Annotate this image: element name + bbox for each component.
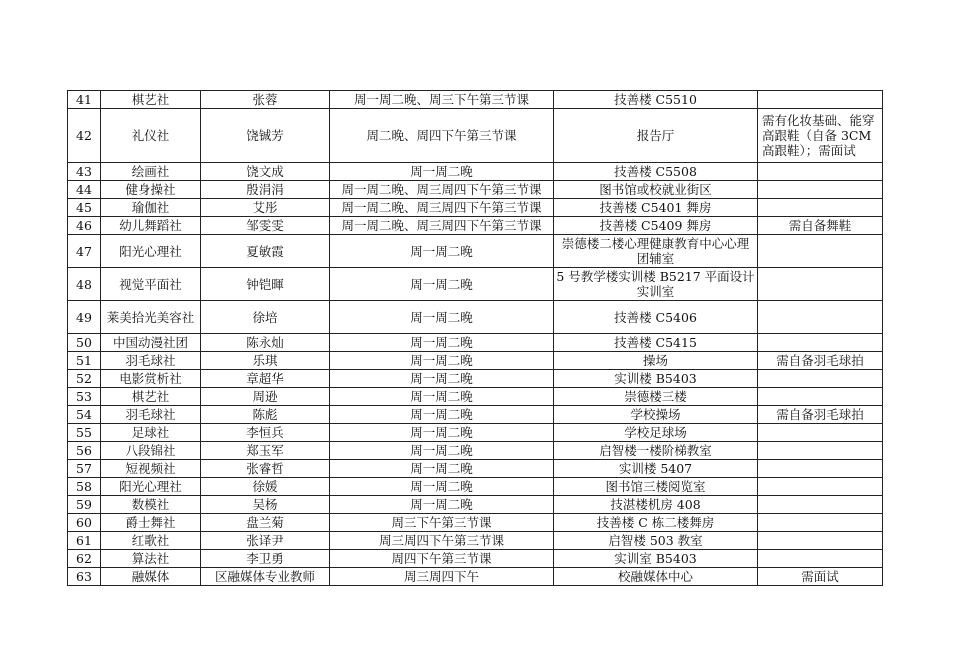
remarks xyxy=(758,163,883,181)
activity-place: 学校足球场 xyxy=(554,424,758,442)
club-name: 棋艺社 xyxy=(101,388,201,406)
activity-time: 周三周四下午第三节课 xyxy=(330,532,554,550)
activity-place: 5 号教学楼实训楼 B5217 平面设计实训室 xyxy=(554,268,758,301)
row-number: 43 xyxy=(68,163,101,181)
table-row xyxy=(68,478,883,496)
activity-time: 周一周二晚 xyxy=(330,460,554,478)
remarks: 需有化妆基础、能穿高跟鞋（自备 3CM 高跟鞋）；需面试 xyxy=(758,109,883,163)
table-row xyxy=(68,424,883,442)
remarks xyxy=(758,388,883,406)
table-row xyxy=(68,406,883,424)
row-number: 56 xyxy=(68,442,101,460)
row-number: 53 xyxy=(68,388,101,406)
club-name: 融媒体 xyxy=(101,568,201,586)
activity-time: 周三周四下午 xyxy=(330,568,554,586)
activity-time: 周一周二晚 xyxy=(330,496,554,514)
activity-place: 报告厅 xyxy=(554,109,758,163)
remarks: 需自备羽毛球拍 xyxy=(758,406,883,424)
table-row xyxy=(68,370,883,388)
teacher-name: 李恒兵 xyxy=(201,424,330,442)
remarks xyxy=(758,199,883,217)
club-name: 礼仪社 xyxy=(101,109,201,163)
activity-place: 学校操场 xyxy=(554,406,758,424)
row-number: 52 xyxy=(68,370,101,388)
teacher-name: 吴杨 xyxy=(201,496,330,514)
teacher-name: 李卫勇 xyxy=(201,550,330,568)
teacher-name: 殷涓涓 xyxy=(201,181,330,199)
activity-time: 周一周二晚 xyxy=(330,406,554,424)
club-name: 羽毛球社 xyxy=(101,352,201,370)
table-row xyxy=(68,514,883,532)
activity-place: 技善楼 C5406 xyxy=(554,301,758,334)
club-name: 中国动漫社团 xyxy=(101,334,201,352)
activity-time: 周一周二晚 xyxy=(330,163,554,181)
remarks xyxy=(758,550,883,568)
table-row xyxy=(68,550,883,568)
table-row xyxy=(68,217,883,235)
row-number: 49 xyxy=(68,301,101,334)
table-row xyxy=(68,352,883,370)
teacher-name: 陈永灿 xyxy=(201,334,330,352)
teacher-name: 饶文成 xyxy=(201,163,330,181)
row-number: 50 xyxy=(68,334,101,352)
teacher-name: 乐琪 xyxy=(201,352,330,370)
club-name: 绘画社 xyxy=(101,163,201,181)
teacher-name: 夏敏霞 xyxy=(201,235,330,268)
club-name: 数模社 xyxy=(101,496,201,514)
club-name: 算法社 xyxy=(101,550,201,568)
remarks xyxy=(758,514,883,532)
teacher-name: 饶铖芳 xyxy=(201,109,330,163)
remarks: 需自备舞鞋 xyxy=(758,217,883,235)
remarks xyxy=(758,496,883,514)
row-number: 44 xyxy=(68,181,101,199)
row-number: 46 xyxy=(68,217,101,235)
table-row xyxy=(68,568,883,586)
activity-place: 启智楼一楼阶梯教室 xyxy=(554,442,758,460)
table-row xyxy=(68,163,883,181)
teacher-name: 盘兰菊 xyxy=(201,514,330,532)
table-row xyxy=(68,388,883,406)
activity-place: 技善楼 C5409 舞房 xyxy=(554,217,758,235)
activity-time: 周一周二晚、周三下午第三节课 xyxy=(330,91,554,109)
activity-place: 图书馆或校就业街区 xyxy=(554,181,758,199)
activity-time: 周一周二晚 xyxy=(330,442,554,460)
teacher-name: 徐媛 xyxy=(201,478,330,496)
club-name: 阳光心理社 xyxy=(101,478,201,496)
activity-time: 周一周二晚 xyxy=(330,370,554,388)
remarks xyxy=(758,334,883,352)
row-number: 60 xyxy=(68,514,101,532)
row-number: 48 xyxy=(68,268,101,301)
remarks xyxy=(758,478,883,496)
row-number: 51 xyxy=(68,352,101,370)
activity-place: 启智楼 503 教室 xyxy=(554,532,758,550)
activity-place: 技善楼 C5510 xyxy=(554,91,758,109)
remarks xyxy=(758,370,883,388)
remarks xyxy=(758,532,883,550)
club-name: 莱美拾光美容社 xyxy=(101,301,201,334)
teacher-name: 章超华 xyxy=(201,370,330,388)
teacher-name: 张睿哲 xyxy=(201,460,330,478)
table-row xyxy=(68,109,883,163)
table-row xyxy=(68,532,883,550)
table-row xyxy=(68,496,883,514)
remarks xyxy=(758,460,883,478)
activity-time: 周一周二晚 xyxy=(330,268,554,301)
activity-time: 周一周二晚 xyxy=(330,424,554,442)
activity-place: 实训楼 B5403 xyxy=(554,370,758,388)
club-name: 爵士舞社 xyxy=(101,514,201,532)
row-number: 47 xyxy=(68,235,101,268)
row-number: 62 xyxy=(68,550,101,568)
table-row xyxy=(68,181,883,199)
activity-time: 周一周二晚 xyxy=(330,352,554,370)
row-number: 54 xyxy=(68,406,101,424)
table-row xyxy=(68,460,883,478)
activity-time: 周一周二晚 xyxy=(330,478,554,496)
remarks xyxy=(758,424,883,442)
teacher-name: 郑玉军 xyxy=(201,442,330,460)
remarks xyxy=(758,235,883,268)
activity-place: 实训楼 5407 xyxy=(554,460,758,478)
table-row xyxy=(68,91,883,109)
table-body xyxy=(68,91,883,586)
club-name: 棋艺社 xyxy=(101,91,201,109)
activity-place: 崇德楼三楼 xyxy=(554,388,758,406)
row-number: 63 xyxy=(68,568,101,586)
teacher-name: 钟铠暉 xyxy=(201,268,330,301)
teacher-name: 区融媒体专业教师 xyxy=(201,568,330,586)
activity-time: 周一周二晚、周三周四下午第三节课 xyxy=(330,181,554,199)
activity-time: 周一周二晚、周三周四下午第三节课 xyxy=(330,199,554,217)
table-row xyxy=(68,442,883,460)
activity-time: 周一周二晚 xyxy=(330,301,554,334)
activity-place: 技善楼 C 栋二楼舞房 xyxy=(554,514,758,532)
activity-place: 技湛楼机房 408 xyxy=(554,496,758,514)
row-number: 57 xyxy=(68,460,101,478)
teacher-name: 张译尹 xyxy=(201,532,330,550)
activity-place: 技善楼 C5415 xyxy=(554,334,758,352)
club-schedule-table xyxy=(67,90,883,586)
remarks xyxy=(758,301,883,334)
teacher-name: 周逊 xyxy=(201,388,330,406)
remarks xyxy=(758,268,883,301)
row-number: 55 xyxy=(68,424,101,442)
table-row xyxy=(68,199,883,217)
table-row xyxy=(68,301,883,334)
club-name: 八段锦社 xyxy=(101,442,201,460)
table-row xyxy=(68,235,883,268)
club-name: 电影赏析社 xyxy=(101,370,201,388)
club-name: 健身操社 xyxy=(101,181,201,199)
club-name: 阳光心理社 xyxy=(101,235,201,268)
teacher-name: 徐培 xyxy=(201,301,330,334)
club-name: 羽毛球社 xyxy=(101,406,201,424)
row-number: 41 xyxy=(68,91,101,109)
club-name: 足球社 xyxy=(101,424,201,442)
activity-place: 操场 xyxy=(554,352,758,370)
activity-place: 图书馆三楼阅览室 xyxy=(554,478,758,496)
activity-time: 周一周二晚 xyxy=(330,388,554,406)
activity-time: 周一周二晚 xyxy=(330,235,554,268)
club-name: 红歌社 xyxy=(101,532,201,550)
remarks xyxy=(758,442,883,460)
row-number: 45 xyxy=(68,199,101,217)
activity-time: 周二晚、周四下午第三节课 xyxy=(330,109,554,163)
club-name: 幼儿舞蹈社 xyxy=(101,217,201,235)
remarks xyxy=(758,181,883,199)
activity-place: 技善楼 C5508 xyxy=(554,163,758,181)
activity-place: 崇德楼二楼心理健康教育中心心理团辅室 xyxy=(554,235,758,268)
club-name: 视觉平面社 xyxy=(101,268,201,301)
activity-time: 周一周二晚 xyxy=(330,334,554,352)
table-row xyxy=(68,334,883,352)
row-number: 58 xyxy=(68,478,101,496)
activity-time: 周四下午第三节课 xyxy=(330,550,554,568)
activity-time: 周三下午第三节课 xyxy=(330,514,554,532)
remarks: 需面试 xyxy=(758,568,883,586)
row-number: 61 xyxy=(68,532,101,550)
teacher-name: 艾彤 xyxy=(201,199,330,217)
teacher-name: 张蓉 xyxy=(201,91,330,109)
activity-place: 技善楼 C5401 舞房 xyxy=(554,199,758,217)
club-name: 瑜伽社 xyxy=(101,199,201,217)
table-row xyxy=(68,268,883,301)
remarks: 需自备羽毛球拍 xyxy=(758,352,883,370)
club-name: 短视频社 xyxy=(101,460,201,478)
activity-time: 周一周二晚、周三周四下午第三节课 xyxy=(330,217,554,235)
activity-place: 校融媒体中心 xyxy=(554,568,758,586)
row-number: 59 xyxy=(68,496,101,514)
teacher-name: 陈彪 xyxy=(201,406,330,424)
activity-place: 实训室 B5403 xyxy=(554,550,758,568)
teacher-name: 邹雯雯 xyxy=(201,217,330,235)
remarks xyxy=(758,91,883,109)
row-number: 42 xyxy=(68,109,101,163)
